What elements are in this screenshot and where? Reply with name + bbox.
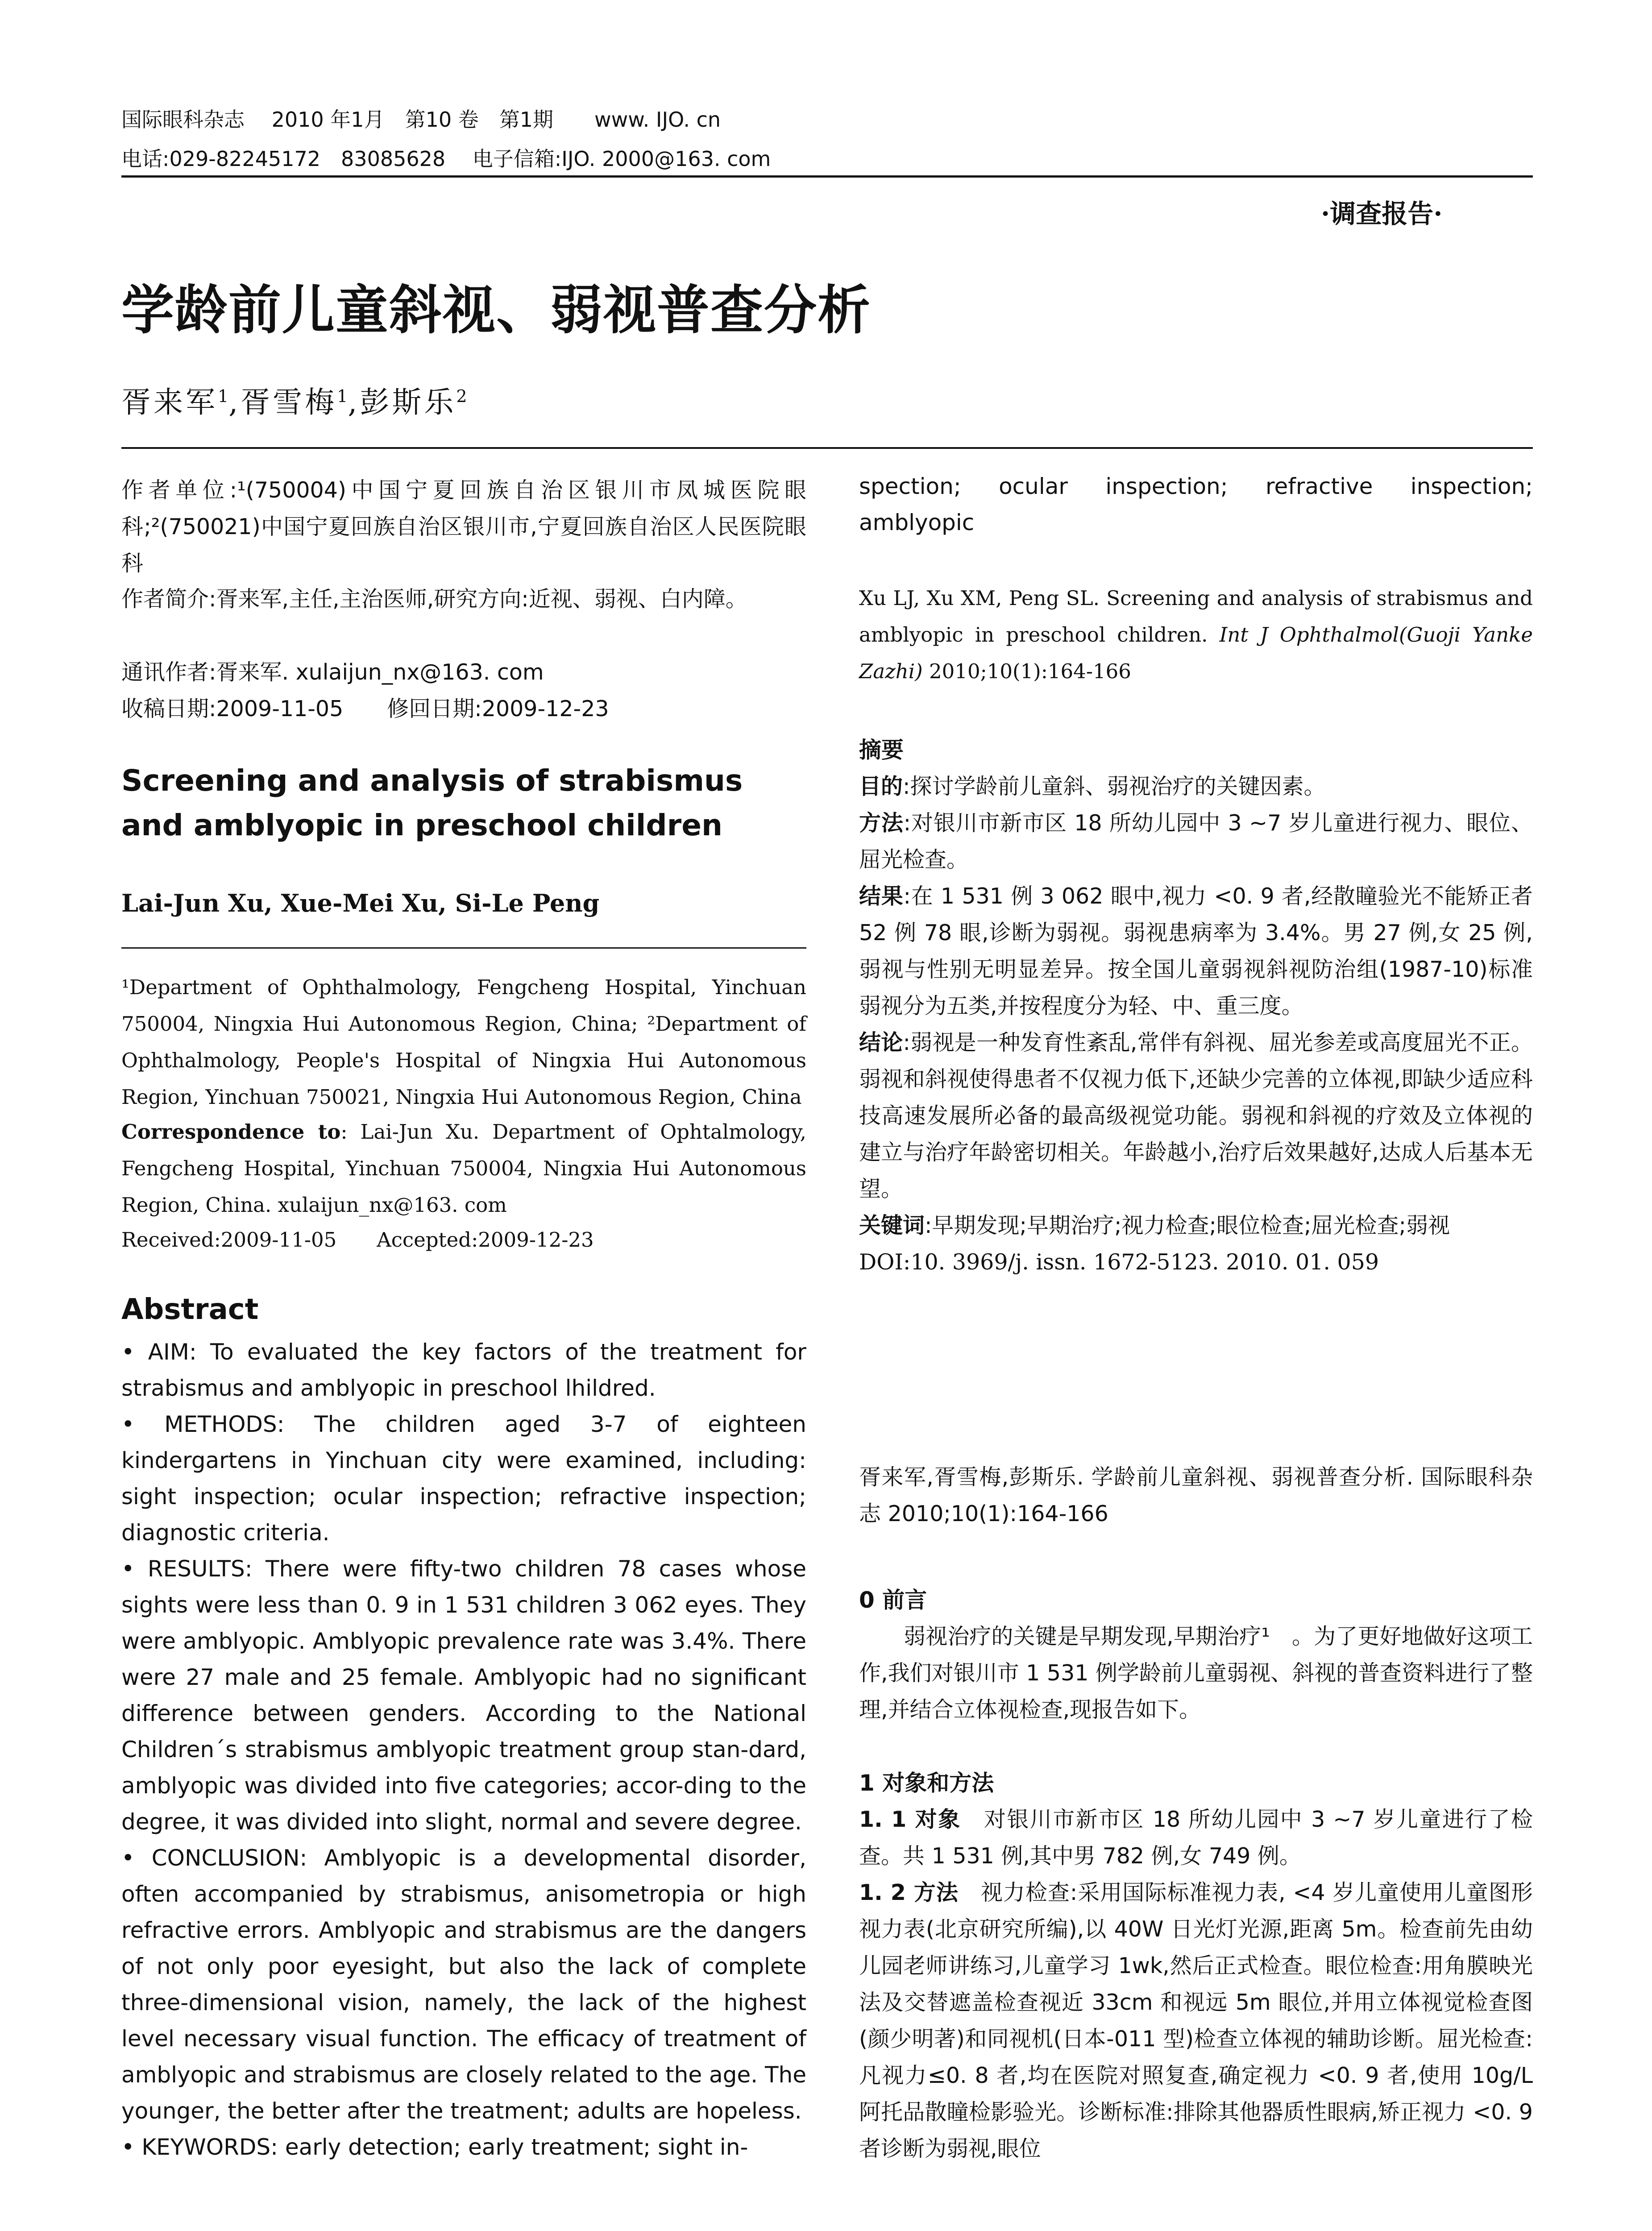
keywords-continued: spection; ocular inspection; refractive inspection; amblyopic [859, 473, 1533, 535]
section-1-1 [859, 1801, 1533, 1874]
author-affil-mark: 1 [218, 386, 229, 406]
author-affil-mark: 1 [337, 386, 348, 406]
header-rule [121, 175, 1533, 178]
citation-text: Xu LJ, Xu XM, Peng SL. Screening and analysis of strabismus and amblyopic in preschool children. [859, 586, 1533, 647]
author-affil-mark: 2 [456, 386, 467, 406]
affiliation-en: ¹Department of Ophthalmology, Fengcheng Hospital, Yinchuan 750004, Ningxia Hui Autonomous Region, China; ²Department of Ophthalmology, People's Hospital of Ningxia Hui Autonomous Region, Yinchuan 750021, Ningxia Hui Autonomous Region, China [121, 975, 806, 1109]
abstract-aim [121, 1334, 806, 1406]
author-name: 胥来军 [121, 385, 218, 419]
corresponding-author-cn: 通讯作者:胥来军. xulaijun_nx@163. com [121, 659, 544, 685]
author-name: 胥雪梅 [241, 385, 337, 419]
section-1-heading: 1 对象和方法 [859, 1770, 994, 1796]
citation-volume: 2010;10(1):164-166 [929, 659, 1131, 683]
article-title-en: Screening and analysis of strabismus and amblyopic in preschool children [121, 763, 743, 842]
title-rule [121, 447, 1533, 449]
section-1-2-text: 视力检查:采用国际标准视力表, <4 岁儿童使用儿童图形视力表(北京研究所编),以 40W 日光灯光源,距离 5m。检查前先由幼儿园老师讲练习,儿童学习 1wk,然后正式检查。眼位检查:用角膜映光法及交替遮盖检查视近 33cm 和视远 5m 眼位,并用立体视觉检查图(颜少明著)和同视机(日本-011 型)检查立体视的辅助诊断。屈光检查:凡视力≤0. 8 者,均在医院对照复查,确定视力 <0. 9 者,使用 10g/L 阿托品散瞳检影验光。诊断标准:排除其他器质性眼病,矫正视力 <0. 9 者诊断为弱视,眼位 [859, 1880, 1533, 2161]
abstract-text: : The children aged 3-7 of eighteen kindergartens in Yinchuan city were examined, including: sight inspection; ocular inspection; refractive inspection; diagnostic criteria. [121, 1411, 806, 1546]
abstract-conclusion [121, 1840, 806, 2129]
author-bio-cn: 作者简介:胥来军,主任,主治医师,研究方向:近视、弱视、白内障。 [121, 586, 747, 612]
en-authors-rule [121, 947, 806, 949]
abstract-cn-keywords [859, 1207, 1533, 1244]
abstract-cn-label: 关键词 [859, 1213, 925, 1238]
received-dates-en: Received:2009-11-05 Accepted:2009-12-23 [121, 1228, 594, 1252]
section-1-1-label: 1. 1 对象 [859, 1807, 961, 1832]
abstract-cn-text: :弱视是一种发育性紊乱,常伴有斜视、屈光参差或高度屈光不正。弱视和斜视使得患者不仅视力低下,还缺少完善的立体视,即缺少适应科技高速发展所必备的最高级视觉功能。弱视和斜视的疗效及立体视的建立与治疗年龄密切相关。年龄越小,治疗后效果越好,达成人后基本无望。 [859, 1030, 1533, 1202]
received-dates-cn: 收稿日期:2009-11-05 修回日期:2009-12-23 [121, 696, 609, 722]
abstract-label: • RESULTS [121, 1556, 245, 1582]
abstract-label: • KEYWORDS [121, 2134, 271, 2160]
citation-en [859, 580, 1533, 690]
section-1-1-text: 对银川市新市区 18 所幼儿园中 3 ~7 岁儿童进行了检查。共 1 531 例,其中男 782 例,女 749 例。 [859, 1807, 1533, 1869]
abstract-methods [121, 1406, 806, 1551]
abstract-cn-label: 目的 [859, 774, 903, 799]
abstract-results [121, 1551, 806, 1840]
abstract-label: • METHODS [121, 1411, 277, 1437]
abstract-cn-conclusion [859, 1024, 1533, 1207]
author-list-en: Lai-Jun Xu, Xue-Mei Xu, Si-Le Peng [121, 889, 600, 917]
correspondence-text: : Lai-Jun Xu. Department of Ophtalmology, Fengcheng Hospital, Yinchuan 750004, Ningxia Hui Autonomous Region, China. xulaijun_nx@163. com [121, 1120, 806, 1217]
author-affiliation-cn: 作者单位:¹(750004)中国宁夏回族自治区银川市凤城医院眼科;²(750021)中国宁夏回族自治区银川市,宁夏回族自治区人民医院眼科 [121, 477, 806, 576]
abstract-cn-label: 结论 [859, 1030, 903, 1055]
abstract-cn [859, 768, 1533, 1281]
citation-cn: 胥来军,胥雪梅,彭斯乐. 学龄前儿童斜视、弱视普查分析. 国际眼科杂志 2010;10(1):164-166 [859, 1464, 1533, 1526]
abstract-cn-label: 方法 [859, 810, 904, 836]
abstract-cn-label: 结果 [859, 883, 904, 909]
journal-header-line1: 国际眼科杂志 2010 年1月 第10 卷 第1期 www. IJO. cn [121, 108, 721, 132]
abstract-keywords [121, 2129, 806, 2165]
abstract-label: • CONCLUSION [121, 1845, 300, 1871]
abstract-text: : There were fifty-two children 78 cases whose sights were less than 0. 9 in 1 531 children 3 062 eyes. They were amblyopic. Amblyopic prevalence rate was 3.4%. There were 27 male and 25 female. Amblyopic had no significant difference between genders. According to the National Children´s strabismus amblyopic treatment group stan-dard, amblyopic was divided into five categories; accor-ding to the degree, it was divided into slight, normal and severe degree. [121, 1556, 806, 1835]
section-1-2-label: 1. 2 方法 [859, 1880, 959, 1905]
abstract-cn-methods [859, 805, 1533, 878]
abstract-text: : Amblyopic is a developmental disorder, often accompanied by strabismus, anisometropia or high refractive errors. Amblyopic and strabismus are the dangers of not only poor eyesight, but also the lack of complete three-dimensional vision, namely, the lack of the highest level necessary visual function. The efficacy of treatment of amblyopic and strabismus are closely related to the age. The younger, the better after the treatment; adults are hopeless. [121, 1845, 806, 2124]
abstract-text: : To evaluated the key factors of the treatment for strabismus and amblyopic in preschool lhildred. [121, 1339, 806, 1401]
journal-header-line2: 电话:029-82245172 83085628 电子信箱:IJO. 2000@163. com [121, 147, 771, 171]
abstract-en [121, 1334, 806, 2165]
abstract-cn-results [859, 878, 1533, 1024]
section-1-2 [859, 1874, 1533, 2167]
abstract-cn-text: :在 1 531 例 3 062 眼中,视力 <0. 9 者,经散瞳验光不能矫正者 52 例 78 眼,诊断为弱视。弱视患病率为 3.4%。男 27 例,女 25 例,弱视与性别无明显差异。按全国儿童弱视斜视防治组(1987-10)标准弱视分为五类,并按程度分为轻、中、重三度。 [859, 883, 1533, 1019]
section-0-text: 弱视治疗的关键是早期发现,早期治疗¹ 。为了更好地做好这项工作,我们对银川市 1 531 例学龄前儿童弱视、斜视的普查资料进行了整理,并结合立体视检查,现报告如下。 [859, 1624, 1533, 1722]
citation-journal: Int J Ophthalmol(Guoji Yanke Zazhi) [859, 623, 1533, 683]
abstract-cn-text: :对银川市新市区 18 所幼儿园中 3 ~7 岁儿童进行视力、眼位、屈光检查。 [859, 810, 1533, 872]
doi: DOI:10. 3969/j. issn. 1672-5123. 2010. 01. 059 [859, 1249, 1379, 1275]
author-name: 彭斯乐 [360, 385, 457, 419]
abstract-label: • AIM [121, 1339, 189, 1365]
author-list: 胥来军$^1$,胥雪梅$^1$,彭斯乐$^2$ [121, 385, 467, 419]
abstract-cn-text: :探讨学龄前儿童斜、弱视治疗的关键因素。 [903, 774, 1326, 799]
section-tag: ·调查报告· [1321, 199, 1443, 229]
abstract-heading: Abstract [121, 1293, 259, 1326]
correspondence-en [121, 1114, 806, 1223]
abstract-text: : early detection; early treatment; sight in- [270, 2134, 748, 2160]
abstract-cn-aim [859, 768, 1533, 805]
abstract-cn-heading: 摘要 [859, 737, 904, 763]
section-0-heading: 0 前言 [859, 1587, 927, 1613]
abstract-cn-text: :早期发现;早期治疗;视力检查;眼位检查;屈光检查;弱视 [925, 1213, 1450, 1238]
correspondence-label: Correspondence to [121, 1120, 341, 1144]
article-title: 学龄前儿童斜视、弱视普查分析 [121, 279, 872, 341]
